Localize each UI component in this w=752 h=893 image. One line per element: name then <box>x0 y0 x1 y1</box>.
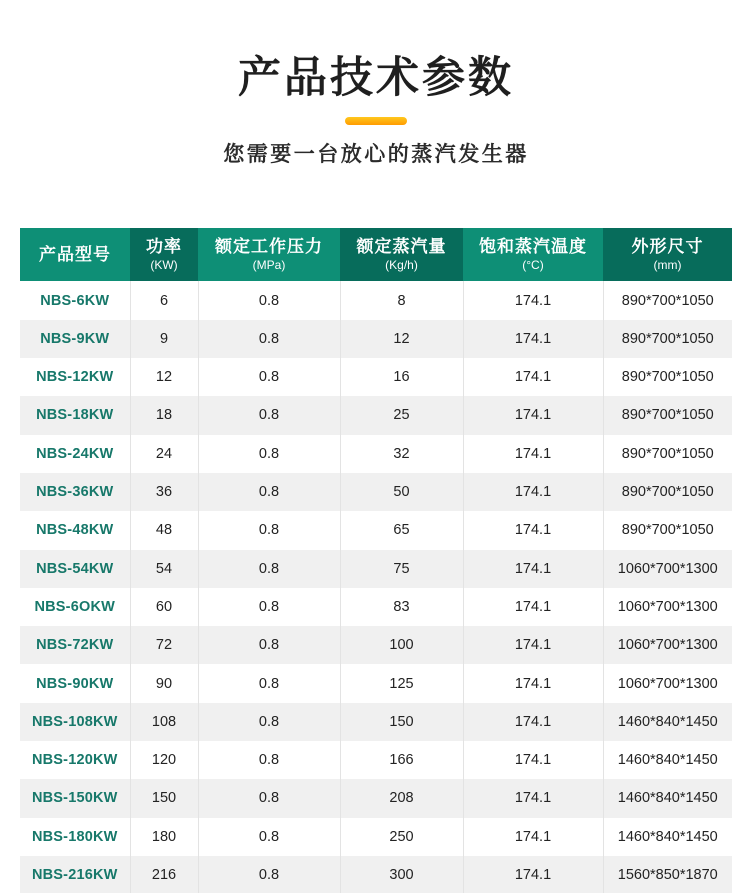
model-cell: NBS-120KW <box>31 752 118 769</box>
model-cell: NBS-12KW <box>36 369 114 386</box>
value-cell: 0.8 <box>198 550 340 588</box>
value-cell: 1060*700*1300 <box>603 664 732 702</box>
column-header <box>130 228 198 281</box>
table-row <box>20 626 732 664</box>
value-cell: 0.8 <box>198 473 340 511</box>
value-cell: 150 <box>340 703 463 741</box>
spec-table-header <box>20 228 732 281</box>
table-row <box>20 396 732 434</box>
column-header-unit: (Kg/h) <box>385 257 418 272</box>
table-row <box>20 818 732 856</box>
model-cell: NBS-18KW <box>36 407 114 424</box>
value-cell: 60 <box>130 588 198 626</box>
value-cell: 174.1 <box>463 320 603 358</box>
column-header <box>20 228 130 281</box>
model-cell: NBS-108KW <box>31 713 118 730</box>
model-cell: NBS-90KW <box>36 675 114 692</box>
value-cell: 174.1 <box>463 473 603 511</box>
value-cell: 890*700*1050 <box>603 281 732 319</box>
table-row <box>20 856 732 893</box>
value-cell: 174.1 <box>463 856 603 893</box>
value-cell: 0.8 <box>198 396 340 434</box>
value-cell: 216 <box>130 856 198 893</box>
value-cell: 8 <box>340 281 463 319</box>
value-cell: 108 <box>130 703 198 741</box>
value-cell: 25 <box>340 396 463 434</box>
value-cell: 0.8 <box>198 856 340 893</box>
column-header <box>198 228 340 281</box>
value-cell: 125 <box>340 664 463 702</box>
value-cell: 12 <box>340 320 463 358</box>
value-cell: 18 <box>130 396 198 434</box>
model-cell: NBS-54KW <box>36 560 114 577</box>
column-header-unit: (°C) <box>522 257 544 272</box>
model-cell: NBS-6OKW <box>34 598 116 615</box>
value-cell: 1060*700*1300 <box>603 588 732 626</box>
value-cell: 12 <box>130 358 198 396</box>
value-cell: 0.8 <box>198 511 340 549</box>
column-header-label: 外形尺寸 <box>631 237 704 257</box>
value-cell: 174.1 <box>463 741 603 779</box>
table-row <box>20 511 732 549</box>
value-cell: 208 <box>340 779 463 817</box>
model-cell: NBS-6KW <box>40 292 110 309</box>
value-cell: 174.1 <box>463 511 603 549</box>
spec-table <box>20 228 732 893</box>
value-cell: 174.1 <box>463 703 603 741</box>
table-row <box>20 664 732 702</box>
table-row <box>20 435 732 473</box>
value-cell: 0.8 <box>198 818 340 856</box>
value-cell: 36 <box>130 473 198 511</box>
model-cell: NBS-72KW <box>36 637 114 654</box>
table-row <box>20 358 732 396</box>
value-cell: 0.8 <box>198 664 340 702</box>
column-header <box>603 228 732 281</box>
value-cell: 24 <box>130 435 198 473</box>
model-cell: NBS-48KW <box>36 522 114 539</box>
column-header-unit: (KW) <box>150 257 178 272</box>
value-cell: 90 <box>130 664 198 702</box>
value-cell: 174.1 <box>463 396 603 434</box>
value-cell: 890*700*1050 <box>603 396 732 434</box>
value-cell: 890*700*1050 <box>603 473 732 511</box>
column-header-label: 产品型号 <box>39 245 111 265</box>
value-cell: 1460*840*1450 <box>603 703 732 741</box>
value-cell: 1060*700*1300 <box>603 550 732 588</box>
table-row <box>20 779 732 817</box>
value-cell: 1460*840*1450 <box>603 741 732 779</box>
page-subtitle: 您需要一台放心的蒸汽发生器 <box>223 143 529 167</box>
value-cell: 890*700*1050 <box>603 511 732 549</box>
value-cell: 174.1 <box>463 550 603 588</box>
column-header <box>340 228 463 281</box>
table-row <box>20 588 732 626</box>
value-cell: 16 <box>340 358 463 396</box>
column-header-label: 额定工作压力 <box>215 237 323 257</box>
value-cell: 180 <box>130 818 198 856</box>
value-cell: 100 <box>340 626 463 664</box>
value-cell: 75 <box>340 550 463 588</box>
table-row <box>20 473 732 511</box>
value-cell: 890*700*1050 <box>603 358 732 396</box>
value-cell: 174.1 <box>463 358 603 396</box>
value-cell: 48 <box>130 511 198 549</box>
value-cell: 250 <box>340 818 463 856</box>
column-header-unit: (MPa) <box>252 257 286 272</box>
table-row <box>20 741 732 779</box>
value-cell: 1460*840*1450 <box>603 818 732 856</box>
value-cell: 72 <box>130 626 198 664</box>
column-header-label: 饱和蒸汽温度 <box>479 237 587 257</box>
value-cell: 83 <box>340 588 463 626</box>
value-cell: 54 <box>130 550 198 588</box>
value-cell: 0.8 <box>198 320 340 358</box>
value-cell: 150 <box>130 779 198 817</box>
model-cell: NBS-150KW <box>31 790 118 807</box>
value-cell: 0.8 <box>198 588 340 626</box>
model-cell: NBS-9KW <box>40 330 110 347</box>
heading-block <box>0 0 752 167</box>
value-cell: 174.1 <box>463 281 603 319</box>
value-cell: 1560*850*1870 <box>603 856 732 893</box>
value-cell: 174.1 <box>463 779 603 817</box>
model-cell: NBS-180KW <box>31 828 118 845</box>
value-cell: 174.1 <box>463 435 603 473</box>
value-cell: 890*700*1050 <box>603 435 732 473</box>
table-row <box>20 703 732 741</box>
value-cell: 174.1 <box>463 818 603 856</box>
value-cell: 174.1 <box>463 588 603 626</box>
header-row <box>20 228 732 281</box>
model-cell: NBS-36KW <box>36 484 114 501</box>
table-row <box>20 320 732 358</box>
value-cell: 65 <box>340 511 463 549</box>
column-header-unit: (mm) <box>653 257 682 272</box>
value-cell: 50 <box>340 473 463 511</box>
table-row <box>20 550 732 588</box>
value-cell: 120 <box>130 741 198 779</box>
value-cell: 166 <box>340 741 463 779</box>
title-underline-bar <box>345 117 407 125</box>
value-cell: 300 <box>340 856 463 893</box>
value-cell: 0.8 <box>198 626 340 664</box>
table-row <box>20 281 732 319</box>
value-cell: 0.8 <box>198 358 340 396</box>
value-cell: 890*700*1050 <box>603 320 732 358</box>
column-header-label: 额定蒸汽量 <box>356 237 447 257</box>
value-cell: 0.8 <box>198 703 340 741</box>
column-header-label: 功率 <box>146 237 182 257</box>
model-cell: NBS-24KW <box>36 445 114 462</box>
value-cell: 174.1 <box>463 626 603 664</box>
value-cell: 9 <box>130 320 198 358</box>
value-cell: 32 <box>340 435 463 473</box>
value-cell: 1060*700*1300 <box>603 626 732 664</box>
value-cell: 0.8 <box>198 435 340 473</box>
value-cell: 0.8 <box>198 281 340 319</box>
value-cell: 174.1 <box>463 664 603 702</box>
value-cell: 0.8 <box>198 741 340 779</box>
column-header <box>463 228 603 281</box>
value-cell: 1460*840*1450 <box>603 779 732 817</box>
page-title: 产品技术参数 <box>238 54 514 102</box>
value-cell: 0.8 <box>198 779 340 817</box>
value-cell: 6 <box>130 281 198 319</box>
spec-table-body <box>20 281 732 893</box>
model-cell: NBS-216KW <box>31 867 118 884</box>
